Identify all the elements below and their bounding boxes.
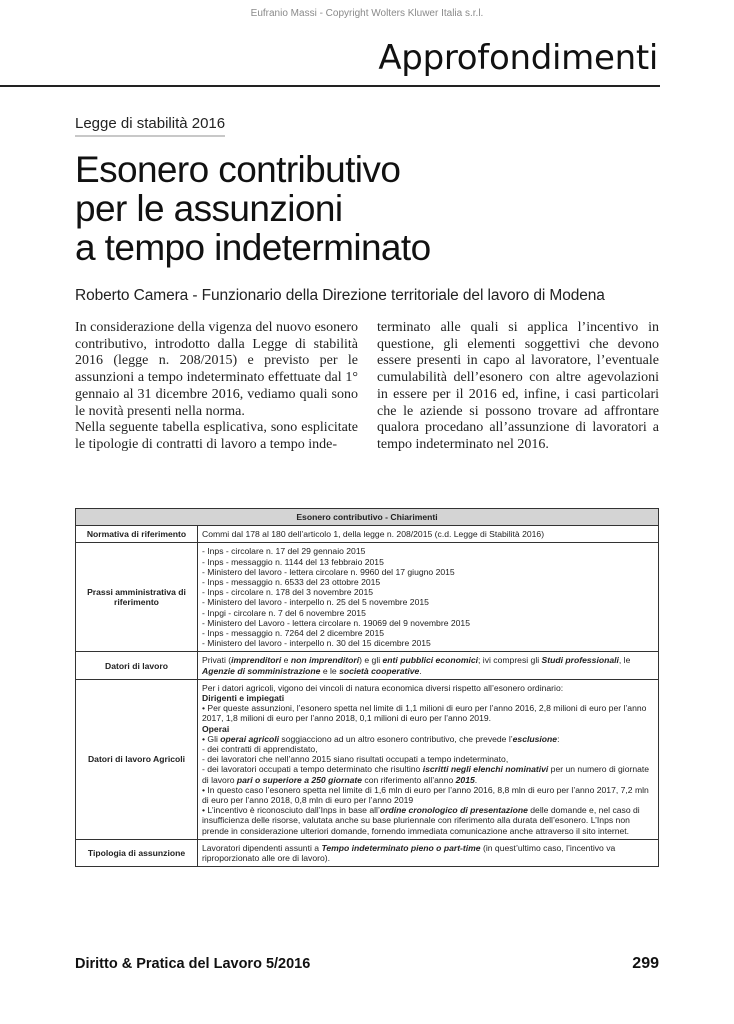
- prassi-item: - Ministero del lavoro - lettera circolare n. 9960 del 17 giugno 2015: [202, 566, 455, 577]
- text-run: ; ivi compresi gli: [478, 655, 542, 666]
- table-title: Esonero contributivo - Chiarimenti: [76, 509, 659, 526]
- prassi-item: - Inps - messaggio n. 7264 del 2 dicembre 2015: [202, 628, 385, 639]
- clarifications-table: [75, 508, 659, 867]
- agricoli-operai-line: - dei lavoratori che nell’anno 2015 siano risultati occupati a tempo indeterminato,: [202, 754, 509, 765]
- agricoli-operai-line: [202, 734, 654, 744]
- title-line: a tempo indeterminato: [75, 227, 431, 268]
- emphasis-run: imprenditori: [231, 655, 282, 666]
- row-label-agricoli: Datori di lavoro Agricoli: [76, 679, 198, 839]
- body-column-left: [75, 320, 358, 454]
- row-value-datori: [198, 652, 659, 679]
- emphasis-run: enti pubblici economici: [382, 655, 479, 666]
- article-author: Roberto Camera - Funzionario della Direzione territoriale del lavoro di Modena: [75, 287, 605, 304]
- header-rule: [0, 85, 660, 87]
- text-run: - dei lavoratori occupati a tempo determinato che risultino: [202, 764, 423, 775]
- text-run: per un numero di giornate di lavoro: [202, 764, 650, 785]
- row-label-datori: Datori di lavoro: [76, 652, 198, 679]
- text-run: • Gli: [202, 733, 221, 744]
- text-run: con riferimento all’anno: [362, 774, 456, 785]
- text-run: e: [281, 655, 291, 666]
- row-value-normativa: Commi dal 178 al 180 dell’articolo 1, della legge n. 208/2015 (c.d. Legge di Stabilità 2016): [198, 526, 659, 543]
- emphasis-run: operai agricoli: [220, 733, 280, 744]
- emphasis-run: ordine cronologico di presentazione: [379, 805, 528, 816]
- row-label-tipologia: Tipologia di assunzione: [76, 839, 198, 866]
- row-label-normativa: Normativa di riferimento: [76, 526, 198, 543]
- text-run: Privati (: [202, 655, 232, 666]
- prassi-item: - Inpgi - circolare n. 7 del 6 novembre 2015: [202, 607, 366, 618]
- title-line: Esonero contributivo: [75, 149, 401, 190]
- text-run: ) e gli: [359, 655, 383, 666]
- agricoli-heading-operai: Operai: [202, 723, 230, 734]
- agricoli-operai-line: [202, 805, 654, 836]
- text-run: Lavoratori dipendenti assunti a: [202, 842, 322, 853]
- text-run: , le: [618, 655, 631, 666]
- agricoli-dirigenti-text: • Per queste assunzioni, l’esonero spetta nel limite di 1,1 milioni di euro per l’anno 2016, 2,8 milioni di euro per l’anno 2017, 1,8 milioni di euro per l’anno 2018, 0,1 milioni di euro per l’anno 2019.: [202, 703, 647, 724]
- prassi-item: - Inps - messaggio n. 1144 del 13 febbraio 2015: [202, 556, 384, 567]
- text-run: (in quest’ultimo caso, l’incentivo va riproporzionato alle ore di lavoro).: [202, 842, 616, 864]
- journal-name: Diritto & Pratica del Lavoro 5/2016: [75, 956, 311, 972]
- text-run: .: [419, 665, 422, 676]
- agricoli-operai-line: • In questo caso l’esonero spetta nel limite di 1,6 mln di euro per l’anno 2016, 8,8 mln di euro per l’anno 2017, 7,2 mln di euro per l’anno 2018, 0,8 mln di euro per l’anno 2019: [202, 784, 649, 806]
- agricoli-heading-dirigenti: Dirigenti e impiegati: [202, 693, 285, 704]
- table-row: [76, 839, 659, 866]
- body-paragraph: In considerazione della vigenza del nuovo esonero contributivo, introdotto dalla Legge di stabilità 2016 (legge n. 208/2015) e previsto per le assunzioni a tempo indeterminato effettuate dal 1° gennaio al 31 dicembre 2016, vediamo quali sono le novità presenti nella norma.: [75, 320, 359, 419]
- row-value-tipologia: [198, 839, 659, 866]
- row-label-prassi: Prassi amministrativa di riferimento: [76, 543, 198, 652]
- emphasis-run: Tempo indeterminato pieno o part-time: [321, 842, 481, 853]
- agricoli-operai-line: [202, 764, 654, 784]
- emphasis-run: esclusione: [512, 733, 558, 744]
- emphasis-run: iscritti negli elenchi nominativi: [422, 764, 549, 775]
- prassi-item: - Inps - circolare n. 17 del 29 gennaio 2015: [202, 546, 366, 557]
- body-paragraph: terminato alle quali si applica l’incentivo in questione, gli elementi soggettivi che devono essere presenti in capo al lavoratore, l’eventuale cumulabilità dell’esonero con altre agevolazioni in essere per il 2016 ed, infine, i casi particolari che le aziende si possono trovare ad affrontare qualora procedano all’assunzione di lavoratori a tempo indeterminato nel 2016.: [377, 320, 659, 452]
- text-run: .: [474, 774, 478, 785]
- text-run: :: [557, 733, 560, 744]
- article-kicker: Legge di stabilità 2016: [75, 115, 225, 137]
- body-paragraph: Nella seguente tabella esplicativa, sono esplicitate le tipologie di contratti di lavoro a tempo inde-: [75, 420, 358, 452]
- prassi-item: - Ministero del lavoro - interpello n. 25 del 5 novembre 2015: [202, 597, 429, 608]
- table-row: [76, 526, 659, 543]
- copyright-notice: Eufranio Massi - Copyright Wolters Kluwer Italia s.r.l.: [250, 8, 484, 19]
- table-row: [76, 652, 659, 679]
- text-run: soggiacciono ad un altro esonero contributivo, che prevede l’: [279, 733, 513, 744]
- emphasis-run: Agenzie di somministrazione: [202, 665, 321, 676]
- text-run: delle domande e, nel caso di insufficienza delle risorse, valutata anche su base pluriennale con riferimento alla durata dell’esonero. L’Inps non prende in considerazione ulteriori domande, fornendo immediata comunicazione anche attraverso il sito internet.: [202, 805, 640, 836]
- prassi-item: - Ministero del Lavoro - lettera circolare n. 19069 del 9 novembre 2015: [202, 617, 470, 628]
- prassi-item: - Inps - messaggio n. 6533 del 23 ottobre 2015: [202, 577, 381, 588]
- text-run: • L’incentivo è riconosciuto dall’Inps in base all’: [202, 805, 380, 816]
- section-title: Approfondimenti: [378, 38, 658, 78]
- table-row: [76, 679, 659, 839]
- article-title: [75, 150, 675, 267]
- agricoli-intro: Per i datori agricoli, vigono dei vincoli di natura economica diversi rispetto all’esonero ordinario:: [202, 682, 564, 693]
- emphasis-run: non imprenditori: [290, 655, 360, 666]
- table-row: [76, 543, 659, 652]
- title-line: per le assunzioni: [75, 188, 343, 229]
- text-run: e le: [320, 665, 340, 676]
- emphasis-run: Studi professionali: [541, 655, 619, 666]
- agricoli-operai-line: - dei contratti di apprendistato,: [202, 744, 318, 755]
- table-header-row: [76, 509, 659, 526]
- emphasis-run: 2015: [455, 774, 475, 785]
- prassi-item: - Ministero del lavoro - interpello n. 30 del 15 dicembre 2015: [202, 638, 431, 649]
- body-column-right: [377, 320, 659, 454]
- row-value-agricoli: [198, 679, 659, 839]
- row-value-prassi: [198, 543, 659, 652]
- page-number: 299: [632, 955, 659, 972]
- prassi-item: - Inps - circolare n. 178 del 3 novembre 2015: [202, 587, 374, 598]
- emphasis-run: società cooperative: [339, 665, 420, 676]
- emphasis-run: pari o superiore a 250 giornate: [236, 774, 363, 785]
